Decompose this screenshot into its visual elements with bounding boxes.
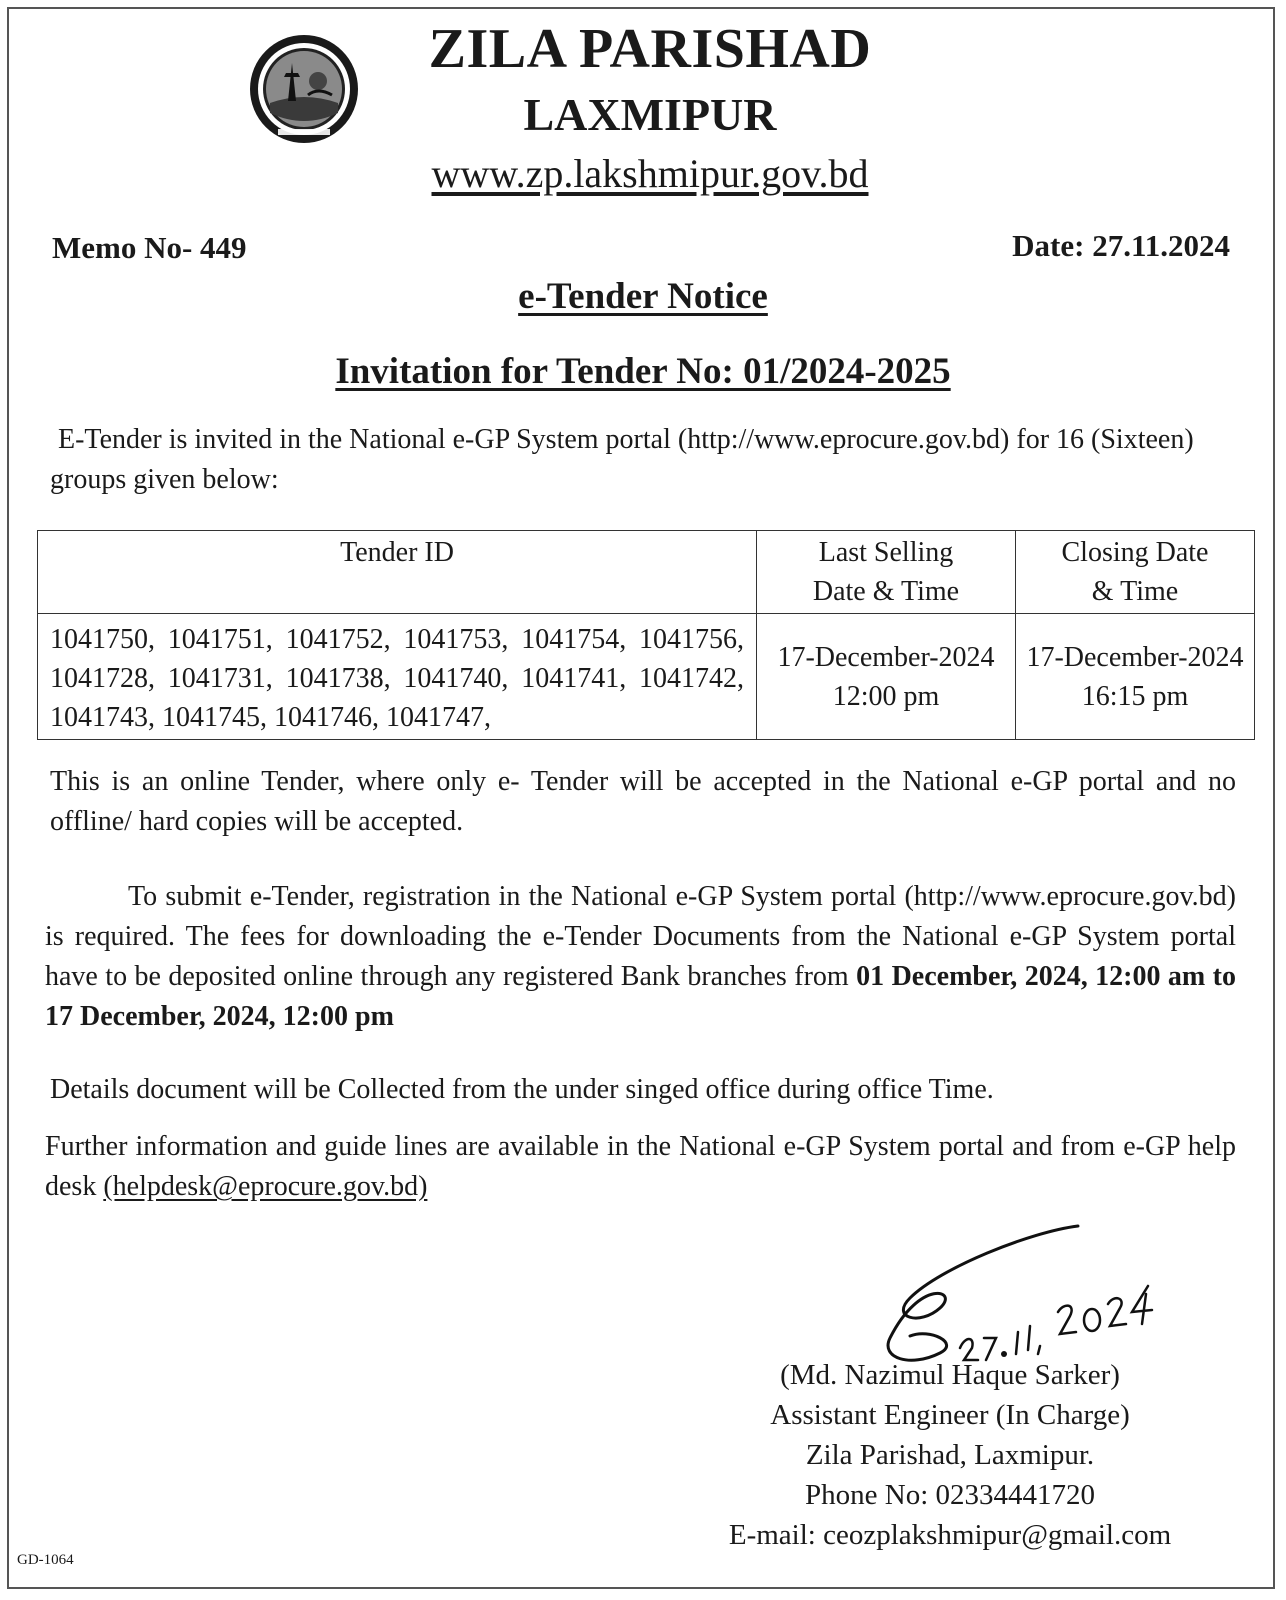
header-closing-line-1: Closing Date xyxy=(1061,537,1209,568)
submission-paragraph xyxy=(45,877,1236,1037)
table-header-row xyxy=(38,531,1255,614)
header-tender-id: Tender ID xyxy=(38,531,757,614)
signatory-phone: Phone No: 02334441720 xyxy=(805,1479,1095,1511)
header-last-selling-line-1: Last Selling xyxy=(818,537,954,568)
notice-title: e-Tender Notice xyxy=(518,276,768,317)
signatory-designation: Assistant Engineer (In Charge) xyxy=(770,1399,1130,1431)
website-link[interactable]: www.zp.lakshmipur.gov.bd xyxy=(431,151,869,196)
further-info-paragraph xyxy=(45,1127,1236,1207)
invitation-title: Invitation for Tender No: 01/2024-2025 xyxy=(335,351,951,392)
intro-line-2: groups given below: xyxy=(50,464,279,495)
org-name: ZILA PARISHAD xyxy=(428,18,872,80)
table-row xyxy=(38,614,1255,740)
tender-id-list: 1041750, 1041751, 1041752, 1041753, 1041754, 1041756, 1041728, 1041731, 1041738, 1041740, 1041741, 1041742, 1041743, 1041745, 1041746, 1041747, xyxy=(38,614,757,740)
district-name: LAXMIPUR xyxy=(523,89,777,140)
tender-table xyxy=(37,530,1255,740)
last-selling-cell xyxy=(757,614,1016,740)
closing-date: 17-December-2024 xyxy=(1026,641,1244,673)
document-code: GD-1064 xyxy=(17,1552,74,1568)
submission-period: 01 December, 2024, 12:00 am to 17 December, 2024, 12:00 pm xyxy=(45,961,1236,1032)
closing-time: 16:15 pm xyxy=(1081,680,1189,712)
online-notice-paragraph: This is an online Tender, where only e- Tender will be accepted in the National e-GP portal and no offline/ hard copies will be accepted. xyxy=(50,766,1236,837)
submission-text: To submit e-Tender, registration in the National e-GP System portal (http://www.eprocure.gov.bd) is required. The fees for downloading the e-Tender Documents from the National e-GP System portal have to be deposited online through any registered Bank branches from xyxy=(45,881,1236,992)
notice-date: Date: 27.11.2024 xyxy=(1012,228,1230,263)
closing-cell xyxy=(1016,614,1255,740)
details-paragraph: Details document will be Collected from the under singed office during office Time. xyxy=(50,1074,994,1105)
signatory-name: (Md. Nazimul Haque Sarker) xyxy=(780,1359,1120,1391)
intro-line-1: E-Tender is invited in the National e-GP System portal (http://www.eprocure.gov.bd) for 16 (Sixteen) xyxy=(58,424,1194,455)
handwritten-signature xyxy=(880,1208,1170,1368)
header-last-selling xyxy=(757,531,1016,614)
last-selling-date: 17-December-2024 xyxy=(777,641,995,673)
header-closing xyxy=(1016,531,1255,614)
signatory-email[interactable]: E-mail: ceozplakshmipur@gmail.com xyxy=(728,1519,1172,1551)
signatory-block xyxy=(690,1355,1210,1555)
signatory-office: Zila Parishad, Laxmipur. xyxy=(805,1439,1095,1471)
helpdesk-email-link[interactable]: (helpdesk@eprocure.gov.bd) xyxy=(103,1171,428,1202)
further-info-text: Further information and guide lines are available in the National e-GP System portal and from e-GP help desk xyxy=(45,1131,1236,1202)
header-closing-line-2: & Time xyxy=(1091,576,1179,607)
intro-paragraph xyxy=(50,420,1236,500)
last-selling-time: 12:00 pm xyxy=(832,680,940,712)
memo-number: Memo No- 449 xyxy=(52,230,247,265)
zila-parishad-seal-logo xyxy=(248,33,360,145)
header-last-selling-line-2: Date & Time xyxy=(812,576,960,607)
